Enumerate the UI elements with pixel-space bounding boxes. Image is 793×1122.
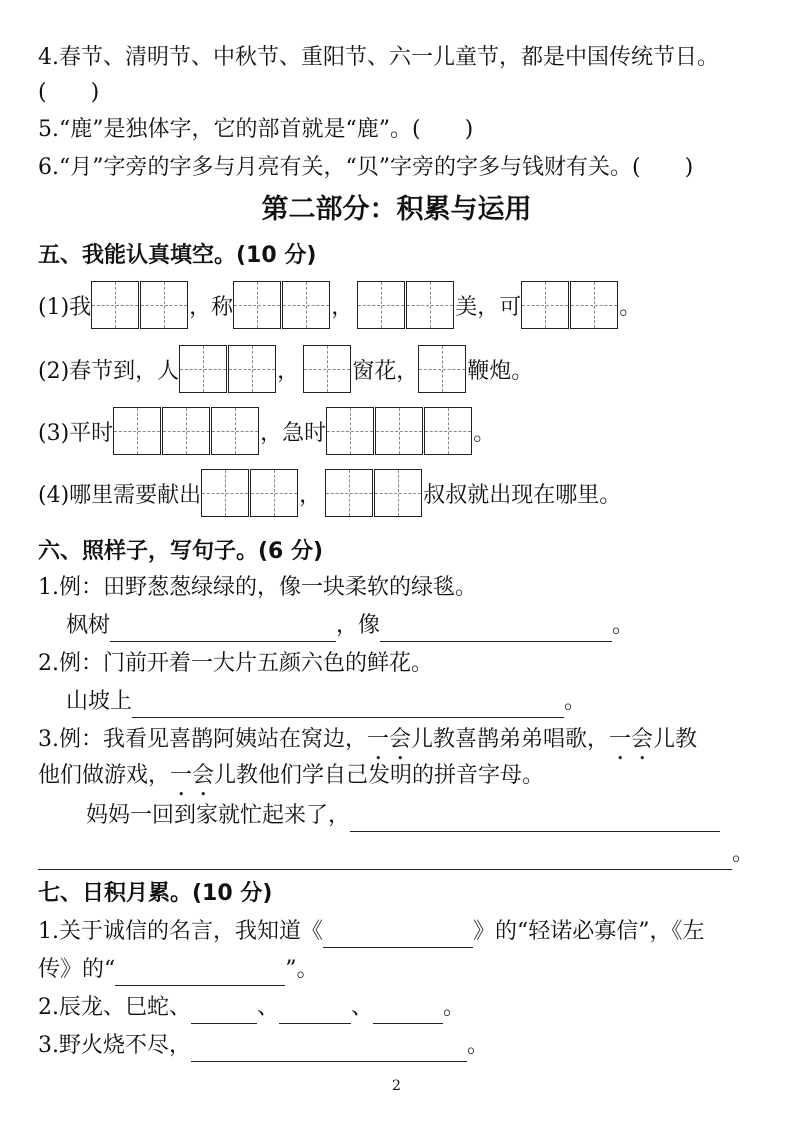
s6-q2-answer bbox=[66, 686, 586, 718]
s6-q1-answer bbox=[66, 610, 634, 642]
fill-text: (2)春节到，人 bbox=[38, 358, 180, 384]
question-text: 、 bbox=[351, 995, 374, 1020]
tian-grid-group[interactable] bbox=[303, 345, 352, 393]
fill-row-1 bbox=[38, 280, 641, 330]
answer-blank[interactable] bbox=[110, 615, 336, 642]
answer-blank[interactable] bbox=[373, 997, 443, 1024]
answer-blank[interactable] bbox=[132, 691, 564, 718]
s7-q2 bbox=[38, 992, 465, 1024]
tian-grid-box[interactable] bbox=[233, 281, 281, 329]
answer-blank[interactable] bbox=[279, 997, 351, 1024]
tian-grid-box[interactable] bbox=[113, 407, 161, 455]
fill-text: ， bbox=[277, 358, 300, 384]
answer-blank[interactable] bbox=[115, 959, 285, 986]
tian-grid-group[interactable] bbox=[326, 407, 473, 455]
fill-text: ，称 bbox=[189, 294, 234, 320]
question-text: 2.辰龙、巳蛇、 bbox=[38, 995, 191, 1020]
judge-q6: 6.“月”字旁的字多与月亮有关，“贝”字旁的字多与钱财有关。( ) bbox=[38, 155, 694, 180]
answer-text: 。 bbox=[732, 841, 755, 866]
answer-text: 。 bbox=[564, 689, 587, 714]
tian-grid-group[interactable] bbox=[179, 345, 277, 393]
tian-grid-box[interactable] bbox=[211, 407, 259, 455]
section5-heading: 五、我能认真填空。(10 分) bbox=[38, 243, 317, 268]
page-number: 2 bbox=[392, 1078, 401, 1094]
judge-q4-paren: ( ) bbox=[38, 80, 100, 105]
s7-q1-line2 bbox=[38, 954, 319, 986]
fill-text: 。 bbox=[473, 420, 496, 446]
tian-grid-box[interactable] bbox=[375, 407, 423, 455]
tian-grid-box[interactable] bbox=[201, 469, 249, 517]
emphasis-text: 一会 bbox=[609, 727, 654, 752]
s6-q3-example-line2 bbox=[38, 760, 544, 801]
s6-q3-example-line1 bbox=[38, 724, 697, 765]
fill-text: (3)平时 bbox=[38, 420, 114, 446]
example-text: 儿教他们学自己发明的拼音字母。 bbox=[214, 763, 545, 788]
example-text: 3.例：我看见喜鹊阿姨站在窝边， bbox=[38, 727, 367, 752]
fill-text: 。 bbox=[619, 294, 642, 320]
tian-grid-group[interactable] bbox=[325, 469, 423, 517]
tian-grid-box[interactable] bbox=[424, 407, 472, 455]
question-text: 。 bbox=[443, 995, 466, 1020]
answer-blank[interactable] bbox=[38, 843, 732, 870]
tian-grid-box[interactable] bbox=[303, 345, 351, 393]
judge-q5: 5.“鹿”是独体字，它的部首就是“鹿”。( ) bbox=[38, 117, 474, 142]
fill-text: 鞭炮。 bbox=[467, 358, 534, 384]
tian-grid-group[interactable] bbox=[521, 281, 619, 329]
tian-grid-box[interactable] bbox=[140, 281, 188, 329]
question-text: 1.关于诚信的名言，我知道《 bbox=[38, 919, 323, 944]
tian-grid-box[interactable] bbox=[406, 281, 454, 329]
fill-text: ， bbox=[299, 482, 322, 508]
part-title: 第二部分：积累与运用 bbox=[261, 194, 532, 225]
s7-q1-line1 bbox=[38, 916, 705, 948]
judge-q4: 4.春节、清明节、中秋节、重阳节、六一儿童节，都是中国传统节日。 bbox=[38, 45, 719, 70]
fill-text: (1)我 bbox=[38, 294, 92, 320]
tian-grid-box[interactable] bbox=[228, 345, 276, 393]
s6-q2-example: 2.例：门前开着一大片五颜六色的鲜花。 bbox=[38, 651, 433, 676]
answer-blank[interactable] bbox=[191, 997, 257, 1024]
fill-row-2 bbox=[38, 344, 533, 394]
fill-text: ， bbox=[331, 294, 354, 320]
tian-grid-box[interactable] bbox=[570, 281, 618, 329]
tian-grid-group[interactable] bbox=[113, 407, 260, 455]
fill-text: 叔叔就出现在哪里。 bbox=[423, 482, 622, 508]
section6-heading: 六、照样子，写句子。(6 分) bbox=[38, 539, 324, 564]
answer-text: ，像 bbox=[336, 613, 381, 638]
emphasis-text: 一会 bbox=[367, 727, 412, 752]
tian-grid-group[interactable] bbox=[233, 281, 331, 329]
fill-text: 美，可 bbox=[455, 294, 522, 320]
tian-grid-box[interactable] bbox=[162, 407, 210, 455]
answer-text: 枫树 bbox=[66, 613, 111, 638]
answer-text: 妈妈一回到家就忙起来了， bbox=[86, 803, 351, 828]
tian-grid-box[interactable] bbox=[357, 281, 405, 329]
s6-q3-answer bbox=[86, 800, 720, 832]
section7-heading: 七、日积月累。(10 分) bbox=[38, 881, 273, 906]
tian-grid-box[interactable] bbox=[521, 281, 569, 329]
s6-q1-example: 1.例：田野葱葱绿绿的，像一块柔软的绿毯。 bbox=[38, 575, 477, 600]
tian-grid-group[interactable] bbox=[201, 469, 299, 517]
tian-grid-group[interactable] bbox=[91, 281, 189, 329]
fill-text: 窗花， bbox=[352, 358, 419, 384]
question-text: 3.野火烧不尽， bbox=[38, 1033, 191, 1058]
tian-grid-group[interactable] bbox=[357, 281, 455, 329]
fill-text: (4)哪里需要献出 bbox=[38, 482, 202, 508]
tian-grid-box[interactable] bbox=[91, 281, 139, 329]
example-text: 儿教 bbox=[653, 727, 698, 752]
answer-blank[interactable] bbox=[323, 921, 473, 948]
answer-blank[interactable] bbox=[350, 805, 720, 832]
question-text: 。 bbox=[467, 1033, 490, 1058]
answer-blank[interactable] bbox=[191, 1035, 467, 1062]
s6-q3-answer-cont bbox=[38, 838, 754, 870]
answer-blank[interactable] bbox=[380, 615, 612, 642]
tian-grid-box[interactable] bbox=[418, 345, 466, 393]
example-text: 他们做游戏， bbox=[38, 763, 171, 788]
answer-text: 山坡上 bbox=[66, 689, 133, 714]
question-text: 》的“轻诺必寡信”，《左 bbox=[473, 919, 705, 944]
question-text: 、 bbox=[257, 995, 280, 1020]
question-text: ”。 bbox=[285, 957, 319, 982]
tian-grid-box[interactable] bbox=[179, 345, 227, 393]
tian-grid-group[interactable] bbox=[418, 345, 467, 393]
fill-text: ，急时 bbox=[260, 420, 327, 446]
answer-text: 。 bbox=[612, 613, 635, 638]
emphasis-text: 一会 bbox=[170, 763, 215, 788]
tian-grid-box[interactable] bbox=[326, 407, 374, 455]
fill-row-3 bbox=[38, 406, 495, 456]
tian-grid-box[interactable] bbox=[374, 469, 422, 517]
s7-q3 bbox=[38, 1030, 489, 1062]
example-text: 儿教喜鹊弟弟唱歌， bbox=[411, 727, 610, 752]
tian-grid-box[interactable] bbox=[325, 469, 373, 517]
tian-grid-box[interactable] bbox=[250, 469, 298, 517]
question-text: 传》的“ bbox=[38, 957, 116, 982]
fill-row-4 bbox=[38, 468, 621, 518]
tian-grid-box[interactable] bbox=[282, 281, 330, 329]
